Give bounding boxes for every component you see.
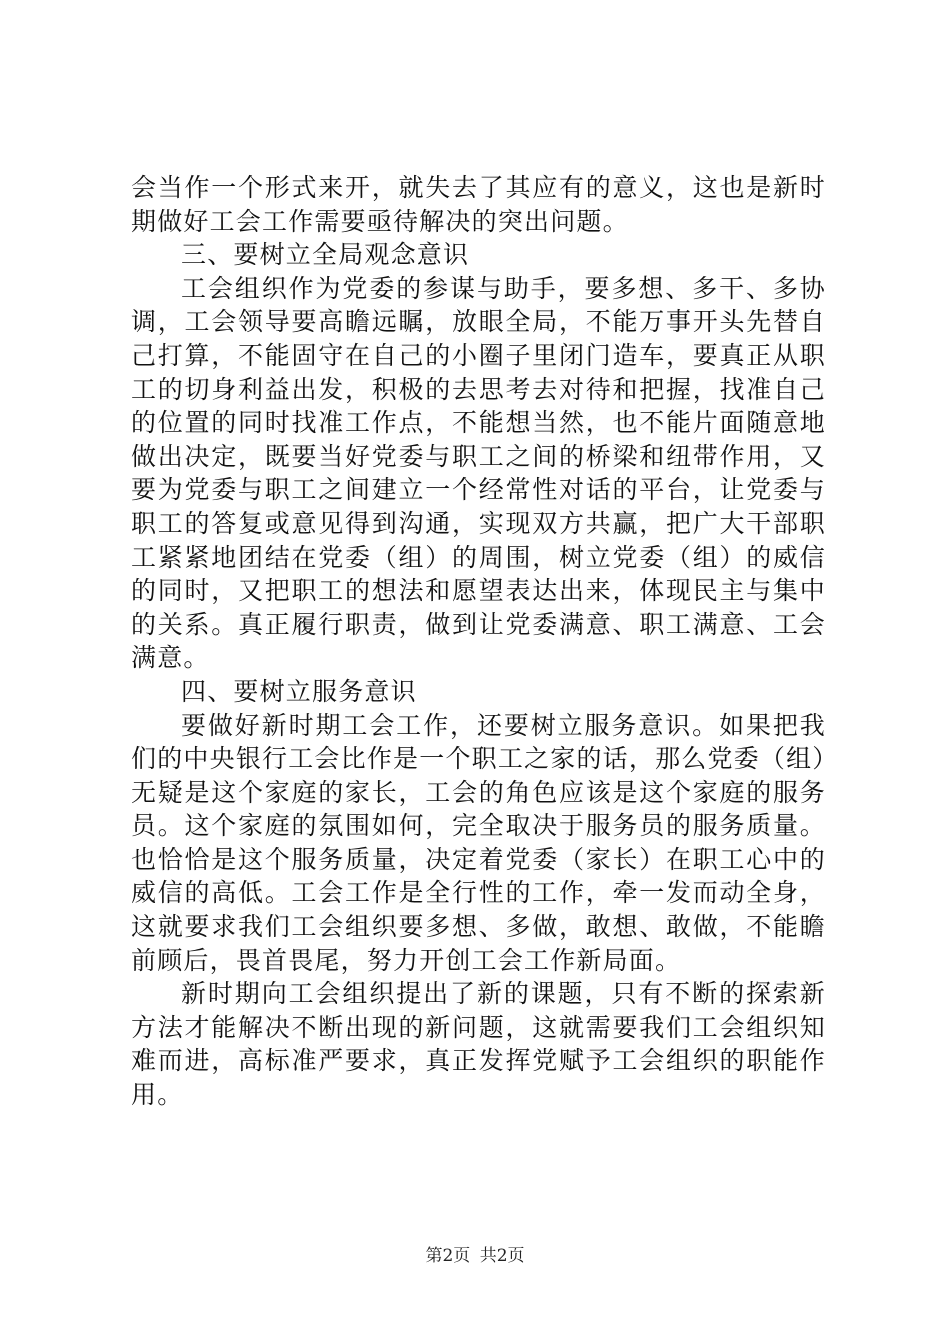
page-number: 第2页 xyxy=(425,1246,471,1266)
document-body xyxy=(131,171,826,1112)
paragraph-overall-view: 工会组织作为党委的参谋与助手，要多想、多干、多协调，工会领导要高瞻远瞩，放眼全局，不能万事开头先替自己打算，不能固守在自己的小圈子里闭门造车，要真正从职工的切身利益出发，积极的去思考去对待和把握，找准自己的位置的同时找准工作点，不能想当然，也不能片面随意地做出决定，既要当好党委与职工之间的桥梁和纽带作用，又要为党委与职工之间建立一个经常性对话的平台，让党委与职工的答复或意见得到沟通，实现双方共赢，把广大干部职工紧紧地团结在党委（组）的周围，树立党委（组）的威信的同时，又把职工的想法和愿望表达出来，体现民主与集中的关系。真正履行职责，做到让党委满意、职工满意、工会满意。 xyxy=(131,273,826,673)
paragraph-service: 要做好新时期工会工作，还要树立服务意识。如果把我们的中央银行工会比作是一个职工之家的话，那么党委（组）无疑是这个家庭的家长，工会的角色应该是这个家庭的服务员。这个家庭的氛围如何，完全取决于服务员的服务质量。也恰恰是这个服务质量，决定着党委（家长）在职工心中的威信的高低。工会工作是全行性的工作，牵一发而动全身，这就要求我们工会组织要多想、多做，敢想、敢做，不能瞻前顾后，畏首畏尾，努力开创工会工作新局面。 xyxy=(131,710,826,975)
section-heading-4: 四、要树立服务意识 xyxy=(181,676,417,706)
paragraph-conclusion: 新时期向工会组织提出了新的课题，只有不断的探索新方法才能解决不断出现的新问题，这就需要我们工会组织知难而进，高标准严要求，真正发挥党赋予工会组织的职能作用。 xyxy=(131,979,826,1110)
page-total: 共2页 xyxy=(479,1246,525,1266)
paragraph-continuation: 会当作一个形式来开，就失去了其应有的意义，这也是新时期做好工会工作需要亟待解决的突出问题。 xyxy=(131,173,826,236)
page-footer xyxy=(0,1244,950,1268)
section-heading-3: 三、要树立全局观念意识 xyxy=(181,240,470,270)
